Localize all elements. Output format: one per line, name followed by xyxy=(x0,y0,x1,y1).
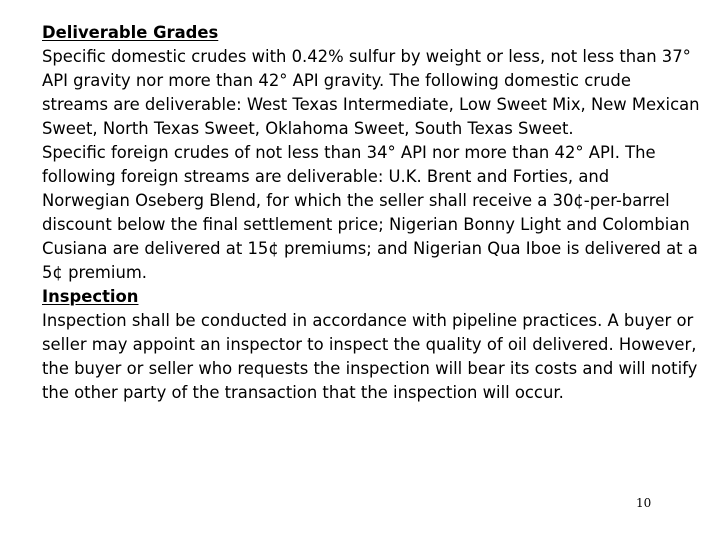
domestic-crudes-paragraph: Specific domestic crudes with 0.42% sulfur by weight or less, not less than 37° API gravity nor more than 42° API gravity. The following domestic crude streams are deliverable: West Texas Intermediate, Low Sweet Mix, New Mexican Sweet, North Texas Sweet, Oklahoma Sweet, South Texas Sweet. xyxy=(42,47,700,138)
page-number: 10 xyxy=(636,496,652,510)
deliverable-grades-heading: Deliverable Grades xyxy=(42,23,219,42)
foreign-crudes-paragraph: Specific foreign crudes of not less than 34° API nor more than 42° API. The following foreign streams are deliverable: U.K. Brent and Forties, and Norwegian Oseberg Blend, for which the seller shall receive a 30¢-per-barrel discount below the final settlement price; Nigerian Bonny Light and Colombian Cusiana are delivered at 15¢ premiums; and Nigerian Qua Iboe is delivered at a 5¢ premium. xyxy=(42,143,698,282)
inspection-heading: Inspection xyxy=(42,287,139,306)
inspection-paragraph: Inspection shall be conducted in accordance with pipeline practices. A buyer or seller may appoint an inspector to inspect the quality of oil delivered. However, the buyer or seller who requests the inspection will bear its costs and will notify the other party of the transaction that the inspection will occur. xyxy=(42,311,698,402)
slide-body xyxy=(42,21,702,405)
